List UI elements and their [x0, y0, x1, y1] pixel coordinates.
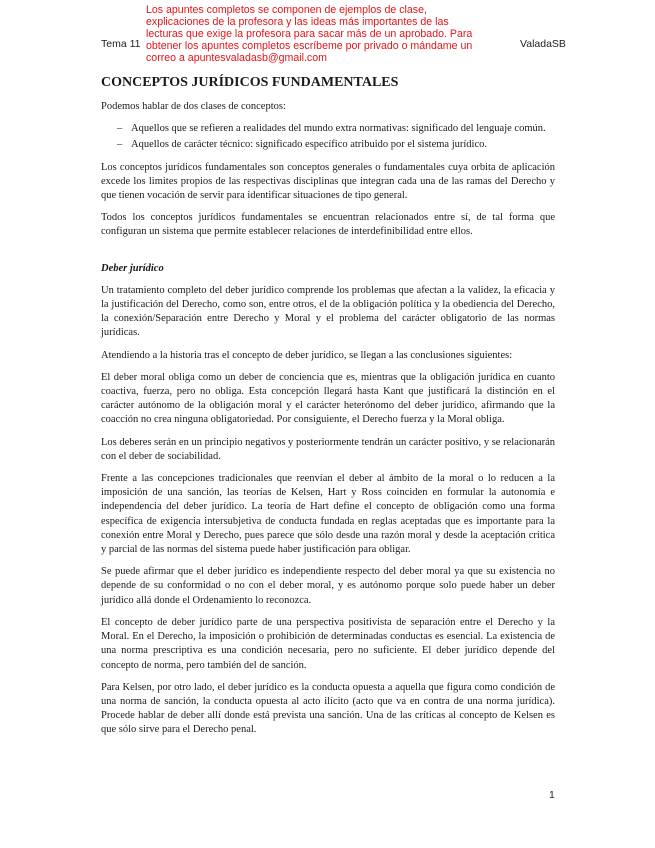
paragraph: Frente a las concepciones tradicionales que reenvían el deber al ámbito de la moral o lo reducen a la imposición de una sanción, las teorías de Kelsen, Hart y Ross coinciden en formular la autonomía e independencia del deber jurídico. La teoría de Hart define el concepto de obligación como una forma específica de exigencia intersubjetiva de conducta fundada en reglas aceptadas que es importante para la conexión entre Moral y Derecho, pues parece que sólo desde una razón moral y desde la aceptación crítica y parcial de las normas del sistema puede haber justificación para obligar. — [101, 473, 555, 556]
list-item — [101, 138, 555, 152]
dash-bullet: – — [117, 123, 123, 135]
promo-line: Los apuntes completos se componen de ejemplos de clase, — [146, 4, 427, 16]
paragraph: Un tratamiento completo del deber jurídico comprende los problemas que afectan a la validez, la eficacia y la justificación del Derecho, como son, entre otros, el de la obligación política y la obediencia del Derecho, la conexión/Separación entre Derecho y Moral y el problema del carácter obligatorio de las normas jurídicas. — [101, 284, 555, 339]
paragraph: Se puede afirmar que el deber jurídico es independiente respecto del deber moral ya que su existencia no depende de su conformidad o no con el deber moral, y es autónomo porque solo puede haber un deber jurídico allá donde el Ordenamiento lo reconozca. — [101, 566, 555, 606]
promo-line: lecturas que exige la profesora para sacar más de un aprobado. Para — [146, 28, 473, 41]
list-item — [101, 122, 555, 136]
document-body — [101, 74, 555, 746]
intro-paragraph: Podemos hablar de dos clases de conceptos: — [101, 101, 286, 112]
promo-line: correo a apuntesvaladasb@gmail.com — [146, 52, 327, 65]
paragraph: Todos los conceptos jurídicos fundamentales se encuentran relacionados entre sí, de tal forma que configuran un sistema que permite establecer relaciones de interdefinibilidad entre ellos. — [101, 212, 555, 238]
paragraph: El concepto de deber jurídico parte de una perspectiva positivista de separación entre el Derecho y la Moral. En el Derecho, la imposición o prohibición de determinadas conductas es esencial. La existencia de una norma prescriptiva es una condición necesaria, pero no suficiente. El deber jurídico depende del concepto de norma, pero también del de sanción. — [101, 616, 555, 671]
concept-list — [101, 122, 555, 152]
promo-line: obtener los apuntes completos escríbeme por privado o mándame un — [146, 40, 473, 53]
paragraph: El deber moral obliga como un deber de conciencia que es, mientras que la obligación jurídica en cuanto coactiva, fuerza, pero no obliga. Esta concepción llegará hasta Kant que justificará la distinción en el carácter autónomo de la obligación moral y el carácter heterónomo del deber jurídico, afirmando que la coacción no crea ninguna obligatoriedad. Por consiguiente, el Derecho fuerza y la Moral obliga. — [101, 371, 555, 426]
list-item-text: Aquellos que se refieren a realidades del mundo extra normativas: significado del lenguaje común. — [131, 123, 546, 135]
paragraph: Los conceptos jurídicos fundamentales son conceptos generales o fundamentales cuya orbita de aplicación excede los limites propios de las respectivas disciplinas que integran cada una de las ramas del Derecho y que tienen vocación de servir para identificar situaciones de tipo general. — [101, 161, 555, 202]
paragraph: Para Kelsen, por otro lado, el deber jurídico es la conducta opuesta a aquella que figura como condición de una norma de sanción, la conducta opuesta al acto ilícito (acto que va en contra de una norma jurídica). Procede hablar de deber allí donde está prevista una sanción. Una de las críticas al concepto de Kelsen es que sólo sirve para el Derecho penal. — [101, 681, 555, 736]
paragraph: Los deberes serán en un principio negativos y posteriormente tendrán un carácter positivo, y se relacionarán con el deber de sociabilidad. — [101, 436, 555, 462]
promo-notice — [146, 4, 516, 64]
header-topic: Tema 11 — [101, 38, 141, 50]
paragraph: Atendiendo a la historia tras el concepto de deber jurídico, se llegan a las conclusiones siguientes: — [101, 349, 513, 361]
header-author: ValadaSB — [520, 38, 566, 50]
list-item-text: Aquellos de carácter técnico: significado específico atribuido por el sistema jurídico. — [131, 139, 487, 151]
promo-line: explicaciones de la profesora y las ideas más importantes de las — [146, 16, 449, 29]
page-number: 1 — [549, 789, 555, 801]
dash-bullet: – — [117, 139, 123, 151]
page-title: CONCEPTOS JURÍDICOS FUNDAMENTALES — [101, 75, 399, 90]
section-heading: Deber jurídico — [101, 262, 164, 274]
